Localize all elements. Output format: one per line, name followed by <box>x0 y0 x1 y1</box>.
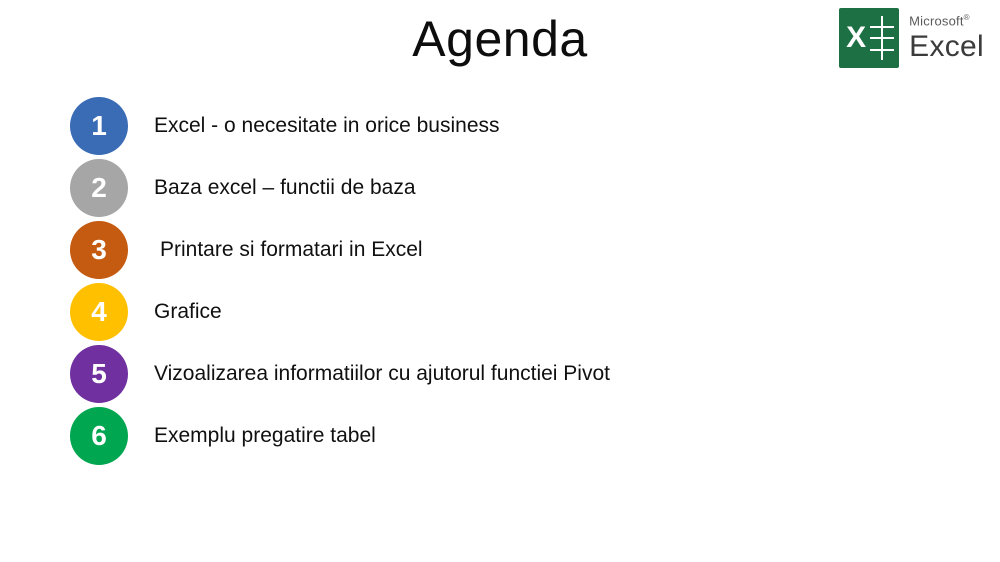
excel-logo-text <box>909 14 984 61</box>
agenda-list <box>70 95 970 467</box>
agenda-badge-1: 1 <box>70 97 128 155</box>
excel-logo-vendor <box>909 14 984 27</box>
agenda-badge-6: 6 <box>70 407 128 465</box>
list-item <box>70 157 970 219</box>
excel-logo-grid-icon <box>870 16 894 60</box>
list-item <box>70 343 970 405</box>
excel-logo <box>839 8 984 68</box>
list-item <box>70 281 970 343</box>
agenda-badge-2: 2 <box>70 159 128 217</box>
excel-logo-trademark: ® <box>963 13 970 23</box>
agenda-badge-3: 3 <box>70 221 128 279</box>
excel-logo-letter: X <box>846 21 867 54</box>
agenda-label-2: Baza excel – functii de baza <box>154 176 416 199</box>
page-title: Agenda <box>412 11 588 67</box>
agenda-badge-4: 4 <box>70 283 128 341</box>
agenda-label-6: Exemplu pregatire tabel <box>154 424 376 447</box>
list-item <box>70 405 970 467</box>
list-item <box>70 95 970 157</box>
agenda-badge-5: 5 <box>70 345 128 403</box>
excel-logo-product: Excel <box>909 29 984 63</box>
agenda-label-3: Printare si formatari in Excel <box>160 238 423 261</box>
agenda-label-4: Grafice <box>154 300 222 323</box>
excel-logo-mark <box>839 8 899 68</box>
list-item <box>70 219 970 281</box>
excel-logo-vendor-label: Microsoft <box>909 13 964 29</box>
agenda-label-5: Vizoalizarea informatiilor cu ajutorul functiei Pivot <box>154 362 610 385</box>
agenda-label-1: Excel - o necesitate in orice business <box>154 114 500 137</box>
